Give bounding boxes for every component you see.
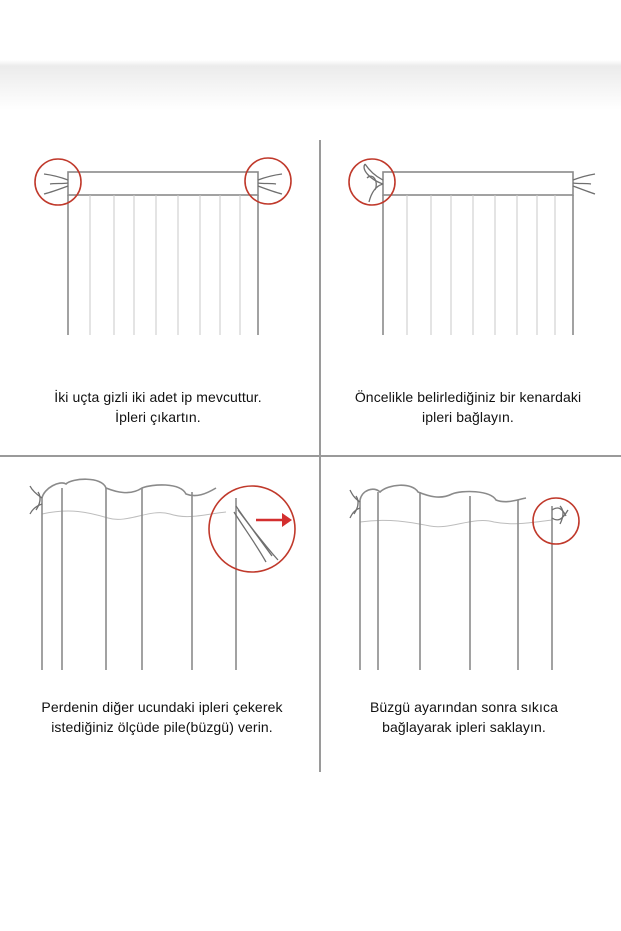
step-1-illustration [30,150,300,345]
curtain-header-tape [383,172,573,195]
string-left [350,490,360,518]
pleated-top-edge [360,485,526,501]
pleated-top-edge [42,479,216,498]
pulled-strings [234,506,278,562]
curtain-verticals [42,488,236,670]
step-1-caption [8,387,308,427]
step-3-caption-line2: istediğiniz ölçüde pile(büzgü) verin. [51,719,273,735]
tied-knot-right [552,506,568,524]
string-right [573,174,595,194]
string-left [30,486,42,514]
step-2-caption-line2: ipleri bağlayın. [422,409,514,425]
step-2-illustration [345,150,615,345]
tied-knot-left [364,164,383,202]
curtain-header-tape [68,172,258,195]
string-left [44,174,68,194]
step-3-caption [12,697,312,737]
step-3-illustration [20,470,310,675]
header-tape-line [42,511,226,519]
highlight-circle-left [349,159,395,205]
step-4-caption-line2: bağlayarak ipleri saklayın. [382,719,546,735]
pull-arrow-icon [256,513,292,527]
string-right [258,174,282,194]
step-4-caption [314,697,614,737]
step-4-illustration [340,470,610,675]
curtain-folds [90,195,240,335]
step-3-caption-line1: Perdenin diğer ucundaki ipleri çekerek [41,699,283,715]
step-1-caption-line1: İki uçta gizli iki adet ip mevcuttur. [54,389,262,405]
curtain-verticals [360,492,552,670]
highlight-circle-left [35,159,81,205]
step-1-caption-line2: İpleri çıkartın. [115,409,201,425]
step-4-caption-line1: Büzgü ayarından sonra sıkıca [369,699,559,715]
step-2-caption [318,387,618,427]
header-tape-line [360,520,552,527]
top-shade [0,0,621,110]
horizontal-divider [0,455,621,457]
curtain-folds [407,195,555,335]
step-2-caption-line1: Öncelikle belirlediğiniz bir kenardaki [354,389,582,405]
highlight-circle-right [245,158,291,204]
